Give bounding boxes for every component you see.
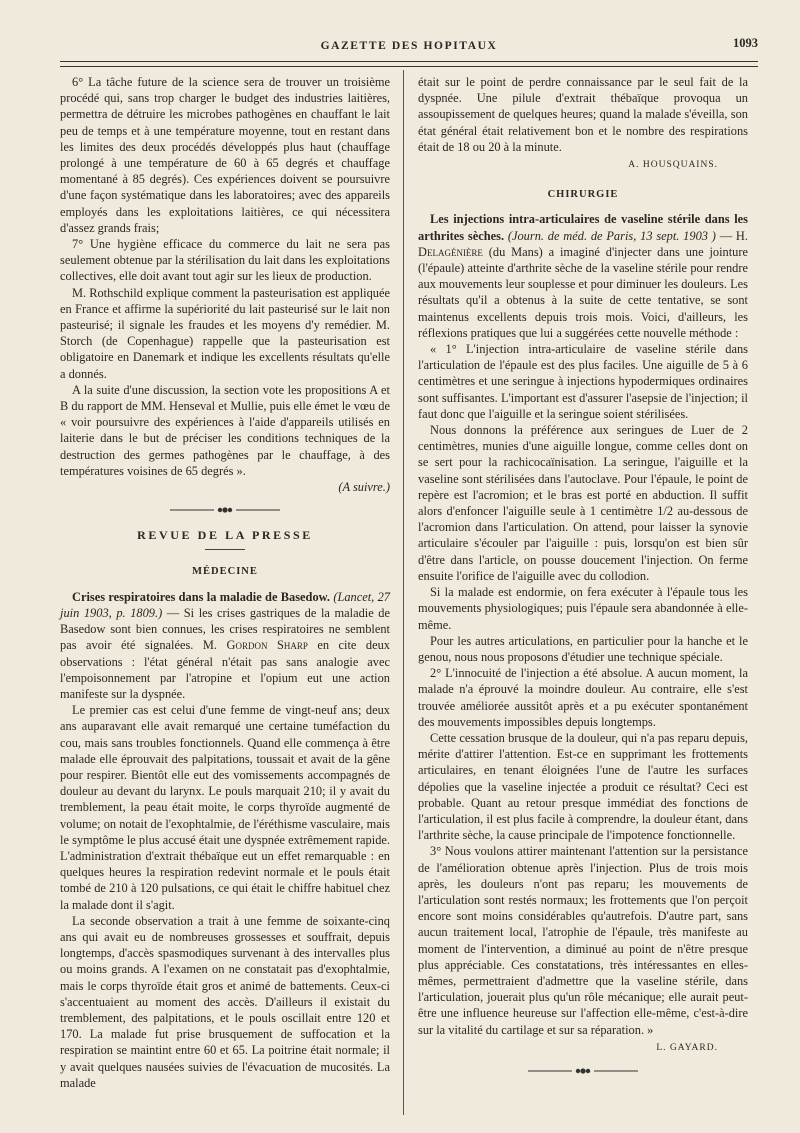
paragraph: 2° L'innocuité de l'injection a été absolue. A aucun moment, la malade n'a éprouvé la moindre douleur. Au contraire, elle s'est trouvée améliorée aussitôt après et a pu exécuter spontanément des mouvements impossibles depuis longtemps.: [418, 666, 748, 729]
header-rule-thin: [60, 66, 758, 67]
article-text: en cite deux observations : l'état général n'était pas sans analogie avec l'empoisonnement par l'atropine et l'opium eut une action manifeste sur la dyspnée.: [60, 638, 390, 701]
paragraph: « 1° L'injection intra-articulaire de vaseline stérile dans l'articulation de l'épaule est des plus faciles. Une aiguille de 5 à 6 centimètres et une seringue à injections hypodermiques ordinaires sont suffisantes. L'important est d'assurer l'asepsie de l'injection; il faut donc que l'aiguille et la seringue soient stérilisées.: [418, 342, 748, 421]
ornament-divider-icon: [528, 1066, 638, 1076]
article-source: (Journ. de méd. de Paris, 13 sept. 1903 ): [507, 228, 716, 243]
left-column: [60, 74, 390, 1091]
paragraph: Pour les autres articulations, en particulier pour la hanche et le genou, nous nous proposons d'étudier une technique spéciale.: [418, 633, 748, 664]
author-signature: A. HOUSQUAINS.: [628, 160, 718, 171]
section-heading-revue: REVUE DE LA PRESSE: [137, 528, 313, 543]
short-rule: [205, 549, 245, 550]
paragraph: M. Rothschild explique comment la pasteurisation est appliquée en France et affirme la supériorité du lait pasteurisé sur le lait non pasteurisé; il signale les fraudes et les moyens d'y remédier. M. Storch (de Copenhague) rappelle que la pasteurisation est obligatoire en Danemark et indique les excellents résultats qu'elle a donnés.: [60, 285, 390, 381]
right-column: [418, 74, 748, 1088]
paragraph: 3° Nous voulons attirer maintenant l'attention sur la persistance de l'amélioration obtenue après l'injection. Plus de trois mois après, les douleurs n'ont pas reparu; les mouvements de l'articulation sont restés normaux; les frottements que l'on perçoit encore sont moins considérables qu'autrefois. D'autre part, sans aucun traitement local, l'atrophie de l'épaule, très manifeste au moment de l'intervention, a diminué au point de n'être presque plus appréciable. Ces constatations, très intéressantes en elles-mêmes, permettraient d'admettre que la vaseline stérile, dans l'articulation, jouerait plus qu'un rôle mécanique; elle aurait peut-être une influence heureuse sur l'affection elle-même, c'est-à-dire sur la vitalité du cartilage et sur sa réparation. »: [418, 844, 748, 1037]
paragraph: Si la malade est endormie, on fera exécuter à l'épaule tous les mouvements physiologiques; puis l'épaule sera abandonnée à elle-même.: [418, 585, 748, 632]
section-heading-chirurgie: CHIRURGIE: [547, 189, 619, 201]
paragraph: Nous donnons la préférence aux seringues de Luer de 2 centimètres, munies d'une aiguille longue, comme celles dont on se sert pour la rachicocaïnisation. La seringue, l'aiguille et la vaseline sont stérilisées dans l'autoclave. Pour l'épaule, le point de repère est l'acromion; et le bras est porté en abduction. Il suffit alors d'enfoncer l'aiguille seule à 1 centimètre 1/2 au-dessous de l'acromion dans l'articulation. On attend, pour laisser la synovie articulaire s'écouler par l'aiguille : puis, lorsqu'on est bien sûr d'être dans l'article, on pousse doucement l'injection. On ferme ensuite l'orifice de l'aiguille avec du collodion.: [418, 423, 748, 583]
section-heading-medecine: MÉDECINE: [192, 566, 258, 578]
article-text: — Si les crises gastriques de la maladie de Basedow sont bien connues, les crises respiratoires ne semblent pas avoir été signalées. M.: [60, 605, 390, 653]
paragraph: Le premier cas est celui d'une femme de vingt-neuf ans; deux ans auparavant elle avait remarqué une certaine tuméfaction du cou, mais sans troubles fonctionnels. Quand elle commença à être malade elle éprouvait des palpitations, toussait et avait de la gêne pour respirer. Bientôt elle eut des vomissements accompagnés de douleur au devant du larynx. Le pouls marquait 210; il y avait du tremblement, la peau était moite, le corps thyroïde augmenté de volume; on notait de l'exophtalmie, de l'éréthisme vasculaire, mais le symptôme le plus accusé était une dyspnée extrêmement rapide. L'administration d'extrait thébaïque eut un effet remarquable : en quelques heures la respiration redevint normale et le pouls était tombé de 210 à 120 pulsations, ce qui était le chiffre habituel chez la malade dont il s'agit.: [60, 703, 390, 912]
article-lead-paragraph: [418, 211, 748, 341]
paragraph: 7° Une hygiène efficace du commerce du lait ne sera pas seulement obtenue par la stérilisation du lait dans les exploitations collectives, elle doit avant tout agir sur les lieux de production.: [60, 237, 390, 284]
header-rule-thick: [60, 61, 758, 62]
article-source: (Lancet, 27 juin 1903, p. 1809.): [60, 589, 390, 620]
page-title: GAZETTE DES HOPITAUX: [320, 40, 498, 52]
article-text: — H.: [715, 228, 748, 243]
article-title: Les injections intra-articulaires de vaseline stérile dans les arthrites sèches.: [418, 212, 748, 243]
paragraph: A la suite d'une discussion, la section vote les propositions A et B du rapport de MM. Henseval et Mullie, puis elle émet le vœu de « voir poursuivre des expériences à l'aide d'appareils utilisés en laiterie dans le but de préciser les conditions techniques de la destruction des germes pathogènes par le chauffage, à des températures voisines de 65 degrés ».: [60, 382, 390, 478]
column-divider: [403, 70, 404, 1115]
author-signature: L. GAYARD.: [656, 1042, 718, 1053]
page-number: 1093: [733, 36, 758, 50]
paragraph: La seconde observation a trait à une femme de soixante-cinq ans qui avait eu de nombreuses grossesses et souffrait, depuis longtemps, d'accès spasmodiques survenant à des intervalles plus ou moins grands. A l'examen on ne constatait pas d'exophtalmie, mais le corps thyroïde était gros et animé de battements. Ceux-ci s'accentuaient au moment des accès. D'ailleurs il existait du tremblement, des palpitations, et le pouls oscillait entre 120 et 170. La malade fut prise brusquement de suffocation et la respiration se maintint entre 60 et 65. La poitrine était normale; il y avait quelques nausées suivies de l'évacuation de mucosités. La malade: [60, 913, 390, 1090]
page-header: [60, 34, 758, 60]
article-author: Delagénière: [418, 244, 483, 259]
to-follow-note: (A suivre.): [338, 480, 390, 495]
article-author: Gordon Sharp: [226, 638, 308, 653]
paragraph: Cette cessation brusque de la douleur, qui n'a pas reparu depuis, mérite d'attirer l'attention. Est-ce en supprimant les frottements articulaires, en tenant éloignées l'une de l'autre les surfaces dépolies que la vaseline injectée a produit ce résultat? Ceci est probable. Quant au retour presque immédiat des fonctions de l'articulation, il est plus facile à comprendre, la douleur étant, dans l'arthrite sèche, la cause principale de l'impotence fonctionnelle.: [418, 730, 748, 843]
ornament-divider-icon: [170, 505, 280, 515]
article-lead-paragraph: [60, 589, 390, 702]
article-title: Crises respiratoires dans la maladie de Basedow.: [72, 589, 330, 604]
article-text: (du Mans) a imaginé d'injecter dans une jointure (l'épaule) atteinte d'arthrite sèche de la vaseline stérile pour rendre aux mouvements leur souplesse et pour diminuer les douleurs. Les résultats qu'il a obtenus à la suite de cette tentative, se sont maintenus excellents depuis trois mois. Voici, d'ailleurs, les réflexions pratiques que lui a suggérées cette nouvelle méthode :: [418, 244, 748, 340]
paragraph: était sur le point de perdre connaissance par le seul fait de la dyspnée. Une pilule d'extrait thébaïque provoqua un assoupissement de quelques heures; quand la malade s'éveilla, son état général était relativement bon et le nombre des respirations était de 18 ou 20 à la minute.: [418, 75, 748, 154]
paragraph: 6° La tâche future de la science sera de trouver un troisième procédé qui, sans trop charger le budget des industries laitières, permettra de détruire les microbes pathogènes en chauffant le lait peu de temps et à une température moyenne, tout en restant dans les limites des deux procédés développés plus haut (chauffage prolongé à une température de 60 à 65 degrés et chauffage momentané à 85 degrés). Ces expériences doivent se poursuivre d'une façon systématique dans les laboratoires; avec des appareils employés dans les exploitations laitières, ce qui nécessitera d'assez grands frais;: [60, 75, 390, 235]
